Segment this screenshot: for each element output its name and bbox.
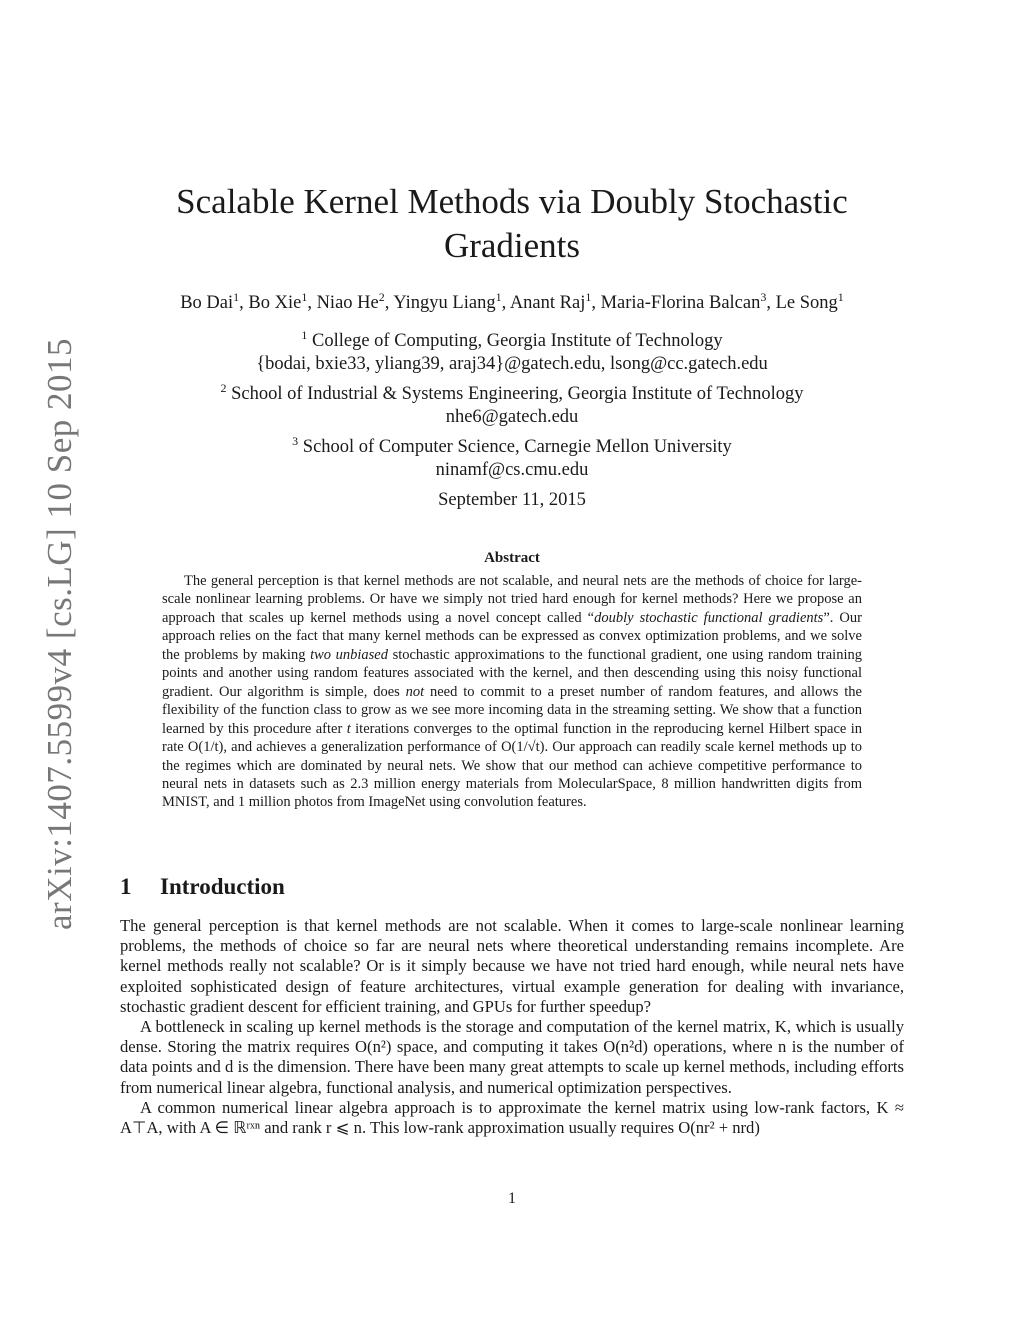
arxiv-identifier[interactable]: arXiv:1407.5599v4 [cs.LG] 10 Sep 2015 [40,337,79,930]
affiliation-line [100,377,924,406]
author: Maria-Florina Balcan [600,293,761,314]
abstract-segment: stochastic approximations to the functional gradient, one using random training points and another using random features associated with the kernel, and then descending using this noisy functional gradient. Our algorithm is simple, does [162,646,862,700]
introduction-body [120,916,904,1138]
paragraph: A bottleneck in scaling up kernel methods is the storage and computation of the kernel matrix, K, which is usually dense. Storing the matrix requires O(n²) space, and computing it takes O(n²d) operations, where n is the number of data points and d is the dimension. There have been many great attempts to scale up kernel methods, including efforts from numerical linear algebra, functional analysis, and numerical optimization perspectives. [120,1017,904,1097]
affil-name: School of Industrial & Systems Engineering, Georgia Institute of Technology [231,383,804,404]
section-title: Introduction [160,874,285,899]
affiliation-email[interactable]: {bodai, bxie33, yliang39, araj34}@gatech.edu, lsong@cc.gatech.edu [256,354,768,375]
author-affil: 1 [495,290,502,304]
author-affil: 1 [301,290,308,304]
affil-name: College of Computing, Georgia Institute of Technology [312,331,723,352]
affil-number: 3 [292,433,299,448]
paper-title: Scalable Kernel Methods via Doubly Stochastic Gradients [176,182,848,265]
paragraph: A common numerical linear algebra approach is to approximate the kernel matrix using low-rank factors, K ≈ A⊤A, with A ∈ ℝʳˣⁿ and rank r ⩽ n. This low-rank approximation usually requires O(nr² + nrd) [120,1097,904,1138]
abstract-emphasis: not [405,683,425,700]
affil-number: 1 [301,328,308,342]
abstract-emphasis: doubly stochastic functional gradients [594,609,824,626]
page-number: 1 [508,1190,516,1207]
affiliation-line [100,430,924,459]
paper-date: September 11, 2015 [438,490,586,510]
abstract-segment: need to commit to a preset number of random features, and allows the flexibility of the function class to grow as we see more incoming data in the streaming setting. We show that a function learned by this procedure after [162,683,862,737]
affiliation-email[interactable]: ninamf@cs.cmu.edu [435,459,589,480]
author-affil: 2 [378,290,385,304]
author: Bo Dai [180,293,234,314]
author: Le Song [775,293,838,314]
author-affil: 1 [837,290,844,304]
affiliation-list [100,324,924,482]
author-list: Bo Dai$^1$, Bo Xie$^1$, Niao He$^2$, Yingyu Liang$^1$, Anant Raj$^1$, Maria-Florina Balcan$^3$, Le Song$^1$ [180,290,844,314]
abstract-text [162,572,862,812]
author: Anant Raj [509,293,586,314]
affil-number: 2 [220,380,227,395]
abstract-emphasis: t [346,720,351,737]
section-heading [120,874,285,900]
abstract-segment: ”. Our approach relies on the fact that many kernel methods can be expressed as convex optimization problems, and we solve the problems by making [162,609,862,663]
abstract-emphasis: two unbiased [310,646,388,663]
author-affil: 3 [760,290,767,304]
abstract-segment: The general perception is that kernel methods are not scalable, and neural nets are the methods of choice for large-scale nonlinear learning problems. Or have we simply not tried hard enough for kernel methods? Here we propose an approach that scales up kernel methods using a novel concept called “ [162,573,862,626]
author: Yingyu Liang [393,293,496,314]
author: Bo Xie [248,293,302,314]
abstract-segment: iterations converges to the optimal function in the reproducing kernel Hilbert space in rate O(1/t), and achieves a generalization performance of O(1/√t). Our approach can readily scale kernel methods up to the regimes which are dominated by neural nets. We show that our method can achieve competitive performance to neural nets in datasets such as 2.3 million energy materials from MolecularSpace, 8 million handwritten digits from MNIST, and 1 million photos from ImageNet using convolution features. [162,720,863,811]
section-number: 1 [120,874,132,899]
affiliation-email[interactable]: nhe6@gatech.edu [445,407,579,428]
author: Niao He [316,293,379,314]
paragraph: The general perception is that kernel methods are not scalable. When it comes to large-scale nonlinear learning problems, the methods of choice so far are neural nets where theoretical understanding remains incomplete. Are kernel methods really not scalable? Or is it simply because we have not tried hard enough, while neural nets have exploited sophisticated design of feature architectures, virtual example generation for dealing with invariance, stochastic gradient descent for efficient training, and GPUs for further speedup? [120,916,904,1016]
author-affil: 1 [233,290,240,304]
affiliation-line [100,324,924,353]
author-affil: 1 [585,290,592,304]
affil-name: School of Computer Science, Carnegie Mellon University [302,436,732,457]
abstract-heading: Abstract [484,550,540,566]
